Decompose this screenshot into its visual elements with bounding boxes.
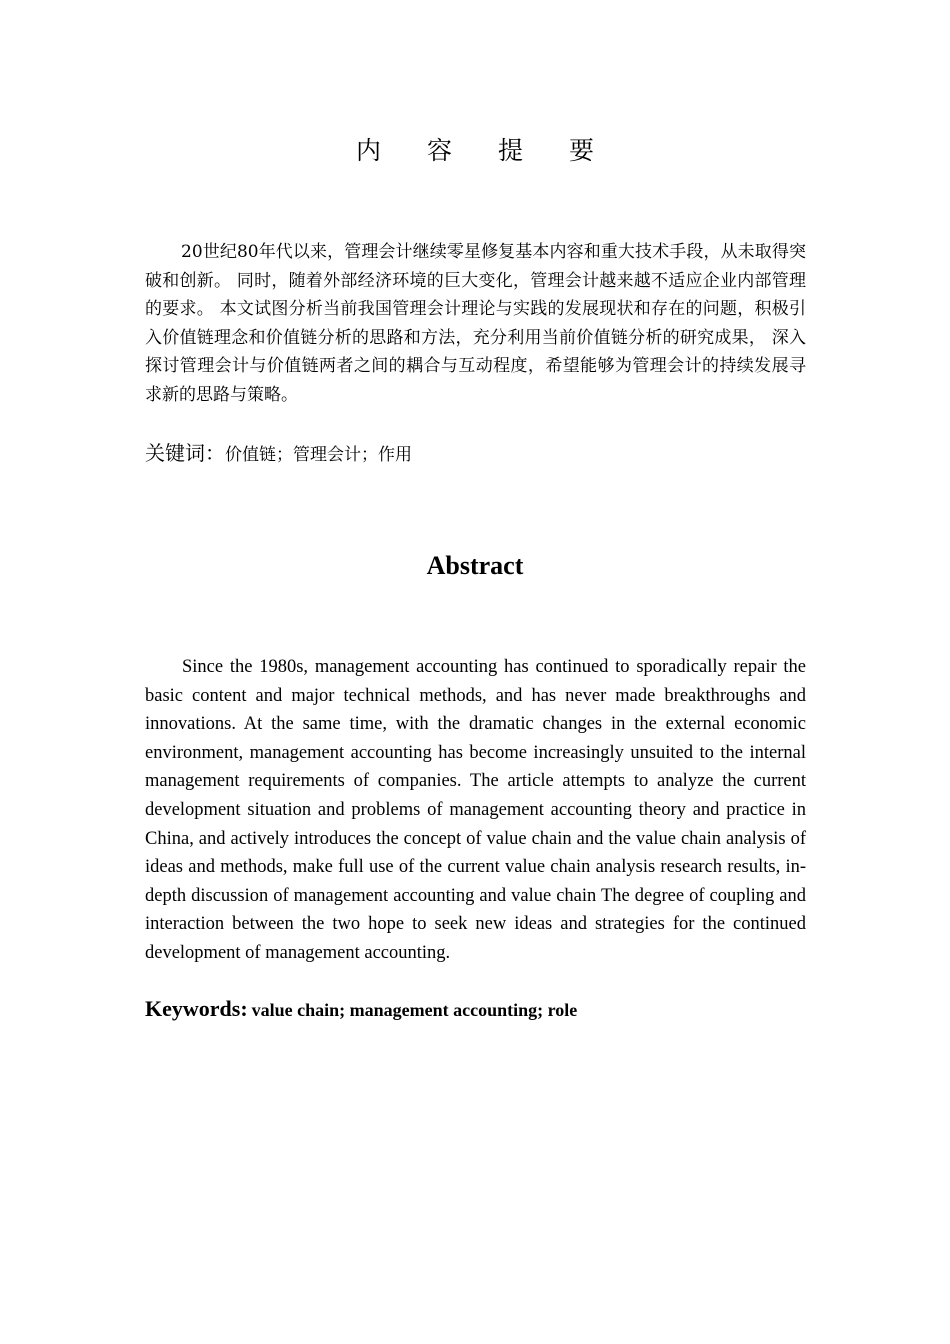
chinese-keywords-value: 价值链；管理会计；作用 xyxy=(225,445,412,465)
english-keywords-value: value chain; management accounting; role xyxy=(251,1000,578,1020)
english-abstract-title: Abstract xyxy=(426,551,524,580)
chinese-abstract-body: 20世纪80年代以来，管理会计继续零星修复基本内容和重大技术手段，从未取得突破和创新。 同时，随着外部经济环境的巨大变化，管理会计越来越不适应企业内部管理的要求。 本文试图分析当前我国管理会计理论与实践的发展现状和存在的问题，积极引入价值链理念和价值链分析的思路和方法，充分利用当前价值链分析的研究成果， 深入探讨管理会计与价值链两者之间的耦合与互动程度，希望能够为管理会计的持续发展寻求新的思路与策略。 xyxy=(145,242,806,405)
chinese-abstract-title: 内容提要 xyxy=(355,136,640,165)
chinese-keywords xyxy=(145,438,806,470)
chinese-keywords-label: 关键词： xyxy=(145,441,225,465)
english-abstract-body: Since the 1980s, management accounting has continued to sporadically repair the basic content and major technical methods, and has never made breakthroughs and innovations. At the same time, with the dramatic changes in the external economic environment, management accounting has become increasingly unsuited to the internal management requirements of companies. The article attempts to analyze the current development situation and problems of management accounting theory and practice in China, and actively introduces the concept of value chain and the value chain analysis of ideas and methods, make full use of the current value chain analysis research results, in-depth discussion of management accounting and value chain The degree of coupling and interaction between the two hope to seek new ideas and strategies for the continued development of management accounting. xyxy=(145,657,806,963)
english-keywords-label: Keywords: xyxy=(145,996,248,1021)
english-keywords xyxy=(145,993,806,1028)
